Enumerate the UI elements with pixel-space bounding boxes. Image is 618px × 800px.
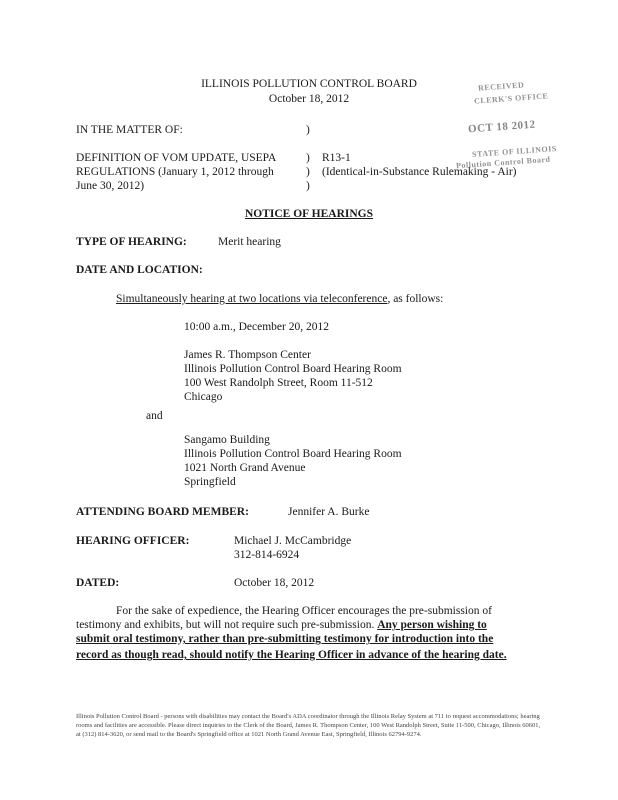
hearing-intro — [116, 293, 443, 305]
dated-label: DATED: — [76, 577, 120, 589]
received-stamp-line4: Pollution Control Board — [455, 154, 551, 171]
header-date: October 18, 2012 — [268, 93, 350, 105]
caption-paren-1: ) — [306, 124, 310, 136]
date-location-label: DATE AND LOCATION: — [76, 264, 203, 276]
received-stamp-line2: CLERK'S OFFICE — [473, 91, 549, 106]
location1-line4: Chicago — [184, 391, 223, 403]
footnote: Illinois Pollution Control Board - persons with disabilities may contact the Board's ADA coordinator through the Illinois Relay System at 711 to request accommodations; hearing rooms and facilities are accessible. Please direct inquiries to the Clerk of the Board, James R. Thompson Center, 100 West Randolph Street, Suite 11-500, Chicago, Illinois 60601, at (312) 814-3620, or send mail to the Board's Springfield office at 1021 North Grand Avenue East, Springfield, Illinois 62794-9274. — [76, 713, 541, 738]
received-stamp-line1: RECEIVED — [477, 80, 525, 93]
paragraph-line4: record as though read, should notify the Hearing Officer in advance of the hearing date. — [76, 649, 507, 661]
paragraph-line1: For the sake of expedience, the Hearing Officer encourages the pre-submission of — [116, 605, 492, 617]
hearing-time: 10:00 a.m., December 20, 2012 — [184, 321, 329, 333]
location2-line1: Sangamo Building — [184, 434, 270, 446]
location1-line3: 100 West Randolph Street, Room 11-512 — [184, 377, 373, 389]
received-stamp-date: OCT 18 2012 — [467, 118, 536, 136]
in-the-matter-label: IN THE MATTER OF: — [76, 124, 183, 136]
docket-number: R13-1 — [322, 152, 351, 164]
location2-line4: Springfield — [184, 476, 236, 488]
location2-line2: Illinois Pollution Control Board Hearing Room — [184, 448, 402, 460]
paragraph-line2-plain: testimony and exhibits, but will not require such pre-submission. — [76, 619, 375, 631]
notice-title: NOTICE OF HEARINGS — [244, 208, 373, 220]
hearing-intro-underlined: Simultaneously hearing at two locations via teleconference — [116, 293, 388, 305]
hearing-officer-phone: 312-814-6924 — [234, 549, 300, 561]
caption-paren-3: ) — [306, 166, 310, 178]
rulemaking-type: (Identical-in-Substance Rulemaking - Air) — [322, 166, 517, 178]
board-member-value: Jennifer A. Burke — [288, 506, 370, 518]
caption-paren-4: ) — [306, 180, 310, 192]
hearing-officer-name: Michael J. McCambridge — [234, 535, 352, 547]
location1-line2: Illinois Pollution Control Board Hearing Room — [184, 363, 402, 375]
caption-title-line2: REGULATIONS (January 1, 2012 through — [76, 166, 274, 178]
board-member-label: ATTENDING BOARD MEMBER: — [76, 506, 249, 518]
location1-line1: James R. Thompson Center — [184, 349, 311, 361]
location2-line3: 1021 North Grand Avenue — [184, 462, 306, 474]
paragraph-line2-bold: Any person wishing to — [377, 619, 487, 631]
board-name: ILLINOIS POLLUTION CONTROL BOARD — [201, 78, 417, 90]
paragraph-line2 — [76, 619, 487, 631]
type-of-hearing-label: TYPE OF HEARING: — [76, 236, 187, 248]
and-connector: and — [146, 410, 163, 422]
caption-title-line3: June 30, 2012) — [76, 180, 145, 192]
paragraph-line3: submit oral testimony, rather than pre-submitting testimony for introduction into the — [76, 633, 494, 645]
caption-paren-2: ) — [306, 152, 310, 164]
hearing-officer-label: HEARING OFFICER: — [76, 535, 190, 547]
type-of-hearing-value: Merit hearing — [218, 236, 281, 248]
hearing-intro-rest: , as follows: — [387, 293, 444, 305]
received-stamp-line3: STATE OF ILLINOIS — [471, 144, 558, 159]
caption-title-line1: DEFINITION OF VOM UPDATE, USEPA — [76, 152, 277, 164]
dated-value: October 18, 2012 — [234, 577, 315, 589]
